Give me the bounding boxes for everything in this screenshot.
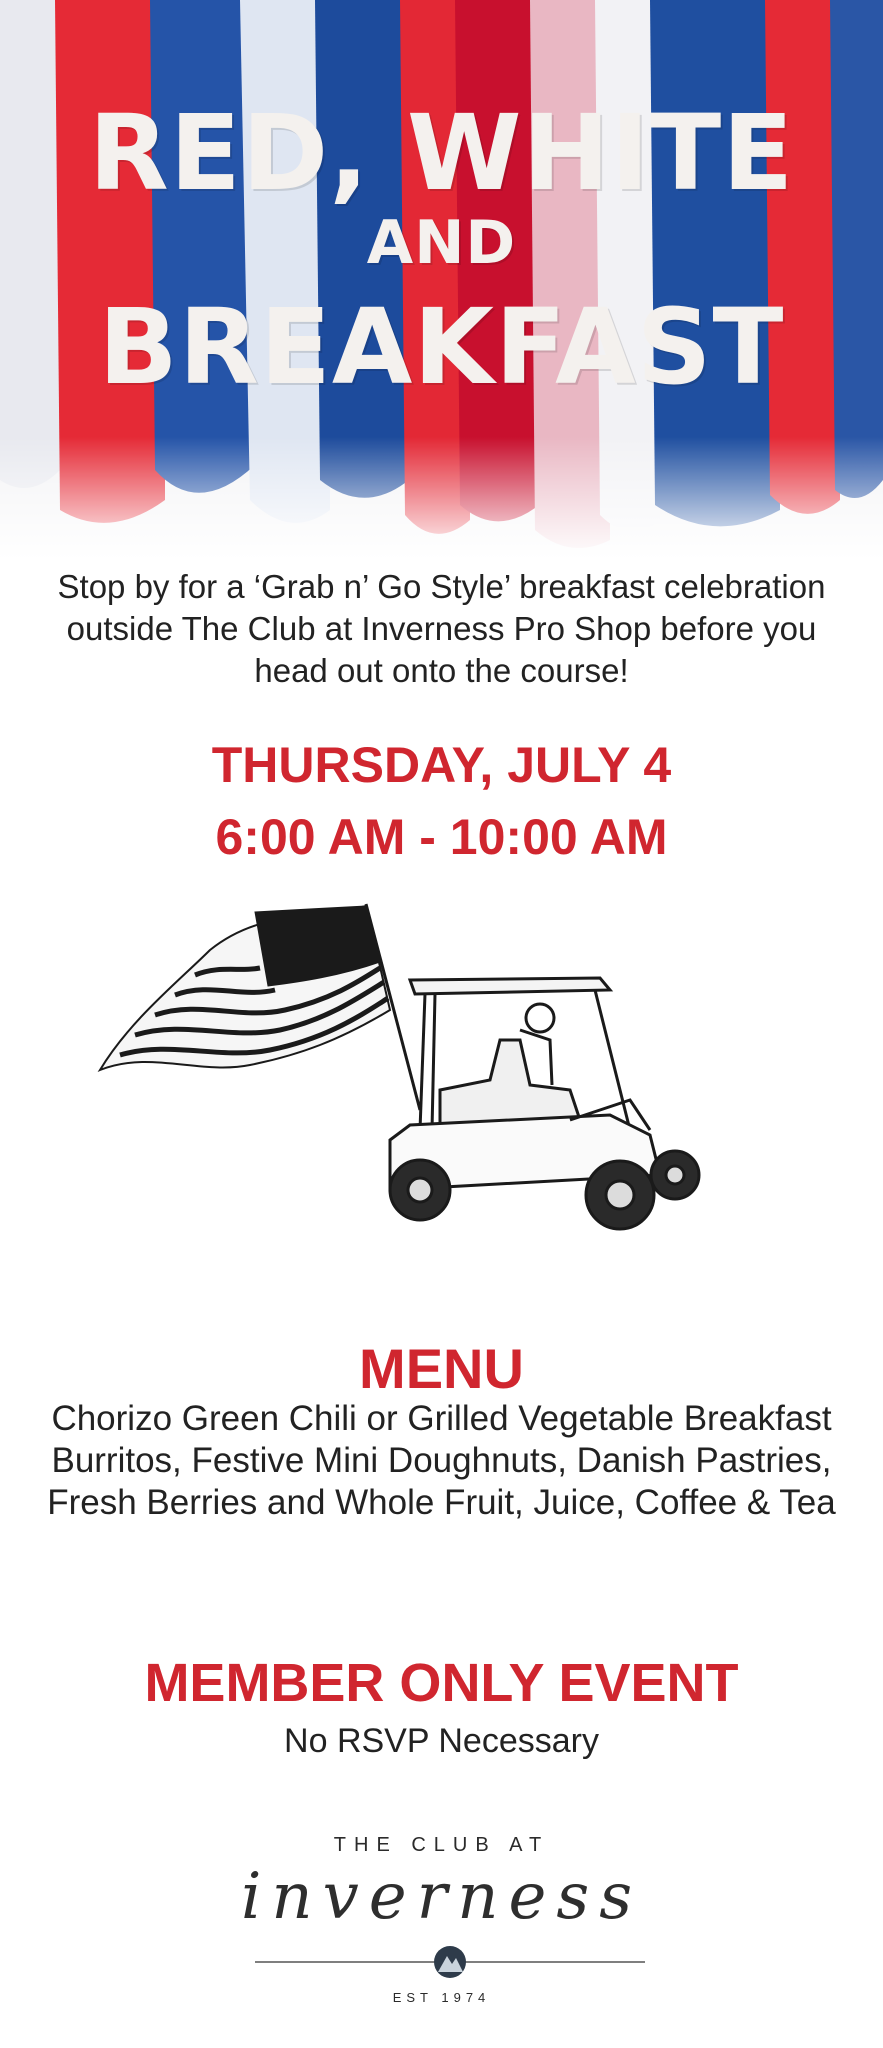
logo-top-text: THE CLUB AT [333, 1834, 550, 1856]
logo-divider-emblem [255, 1946, 645, 1986]
logo-wordmark: inverness [240, 1860, 643, 1934]
menu-heading: MENU [359, 1337, 524, 1400]
title-line-3: BREAKFAST [98, 286, 785, 408]
intro-text: Stop by for a ‘Grab n’ Go Style’ breakfast celebration outside The Club at Inverness Pro Shop before you head out onto the course! [57, 568, 826, 689]
logo-established: EST 1974 [392, 1990, 491, 2005]
golf-cart-icon [390, 978, 699, 1229]
title-line-1: RED, WHITE [88, 92, 795, 214]
hero-banner [0, 0, 883, 560]
rsvp-note: No RSVP Necessary [284, 1722, 599, 1760]
american-flag-icon [100, 904, 420, 1110]
title-line-2: AND [366, 208, 517, 278]
member-only-heading: MEMBER ONLY EVENT [144, 1653, 739, 1713]
golf-cart-flag-illustration [90, 890, 730, 1280]
painted-stripes-background [0, 0, 883, 560]
menu-items: Chorizo Green Chili or Grilled Vegetable Breakfast Burritos, Festive Mini Doughnuts, Danish Pastries, Fresh Berries and Whole Fruit, Juice, Coffee & Tea [47, 1399, 836, 1522]
event-date: THURSDAY, JULY 4 [211, 737, 672, 793]
event-time: 6:00 AM - 10:00 AM [215, 809, 668, 865]
